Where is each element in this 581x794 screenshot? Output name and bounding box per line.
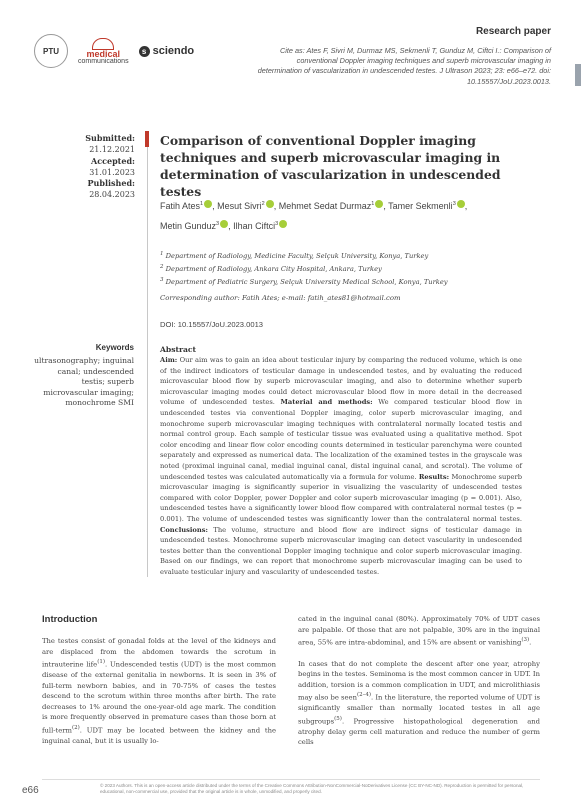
keywords-list: ultrasonography; inguinal canal; undescended testis; superb microvascular imaging; monochrome SMI <box>34 356 134 408</box>
submitted-date: 21.12.2021 <box>89 145 135 155</box>
affiliation-item: $^1$ Department of Radiology, Medicine Faculty, Selçuk University, Konya, Turkey <box>160 251 429 261</box>
accepted-label: Accepted: <box>91 155 135 166</box>
author-name[interactable]: Mehmet Sedat Durmaz <box>278 201 372 211</box>
footer-divider <box>42 779 540 780</box>
intro-column-left: The testes consist of gonadal folds at the level of the kidneys and are displaced from the abdomen towards the scrotum in intrauterine life$^{(1)}$. Undescended testis (UDT) is the most common disease of the external genitalia in newborns. It is seen in 3% of full-term newborn babies, and in 70-75% of cases the testes descend to the scrotum within three months after birth. The rate decreases to 1% around the one-year-old age mark. The condition is more frequently observed in premature cases than those born at full-term$^{(2)}$. UDT may be located between the kidney and the inguinal canal, but it is usually lo- <box>42 637 277 745</box>
affiliations <box>160 249 520 289</box>
abstract-heading: Abstract <box>160 345 197 354</box>
column-divider <box>147 147 148 577</box>
affiliation-item: $^3$ Department of Pediatric Surgery, Selçuk University Medical School, Konya, Turkey <box>160 277 448 287</box>
orcid-icon[interactable] <box>279 220 287 228</box>
article-title: Comparison of conventional Doppler imaging techniques and superb microvascular imaging in determination of vascularization in undescended testes <box>160 133 501 199</box>
title-accent-bar <box>145 131 149 147</box>
affiliation-item: $^2$ Department of Radiology, Ankara City Hospital, Ankara, Turkey <box>160 264 382 274</box>
orcid-icon[interactable] <box>266 200 274 208</box>
published-date: 28.04.2023 <box>89 190 135 200</box>
medical-logo-mark <box>92 38 114 50</box>
orcid-icon[interactable] <box>220 220 228 228</box>
paragraph: In cases that do not complete the descent after one year, atrophy begins in the testes. Seminoma is the most common cancer in UDT. In addition, torsion is a common complication in UDT, and microlithiasis may also be seen$^{(2-4)}$. In the literature, the reported volume of UDT is significantly smaller than normally located testes in all age subgroups$^{(5)}$. Progressive histopathological degeneration and atrophy delay germ cell maturation and reduce the number of germ cells <box>298 659 540 747</box>
introduction-heading: Introduction <box>42 614 98 625</box>
article-dates <box>35 133 135 201</box>
submitted-label: Submitted: <box>85 133 135 143</box>
accepted-date: 31.01.2023 <box>89 167 135 177</box>
publisher-logos <box>34 34 194 68</box>
author-name[interactable]: Ilhan Ciftci <box>233 220 276 231</box>
paragraph: cated in the inguinal canal (80%). Approximately 70% of UDT cases are palpable. Of those that are not palpable, 30% are in the inguinal area, 55% are intra-abdominal, and 15% are absent or vanishing$^{(3)}$. <box>298 615 540 647</box>
page-number: e66 <box>22 785 39 794</box>
author-name[interactable]: Mesut Sivri <box>217 201 262 211</box>
author-name[interactable]: Tamer Sekmenli <box>388 201 453 211</box>
article-type-label: Research paper <box>475 26 551 37</box>
intro-column-right <box>298 614 540 748</box>
sciendo-logo: s sciendo <box>139 45 195 57</box>
author-name[interactable]: Metin Gunduz <box>160 220 217 231</box>
orcid-icon[interactable] <box>204 200 212 208</box>
corresponding-author[interactable]: Corresponding author: Fatih Ates; e-mail: fatih_ates81@hotmail.com <box>160 294 401 302</box>
ptu-logo: PTU <box>34 34 68 68</box>
sciendo-mark-icon: s <box>139 46 150 57</box>
orcid-icon[interactable] <box>375 200 383 208</box>
published-label: Published: <box>87 178 135 189</box>
doi-link[interactable]: DOI: 10.15557/JoU.2023.0013 <box>160 320 264 329</box>
author-name[interactable]: Fatih Ates <box>160 201 201 211</box>
medical-communications-logo: medical communications <box>78 38 129 65</box>
license-text: © 2023 Authors. This is an open-access article distributed under the terms of the Creative Commons Attribution-NonCommercial-NoDerivatives License (CC BY-NC-ND). Reproduction is permitted for personal, educational, non-commercial use, provided that the original article is in whole, unmodified, and properly cited. <box>100 783 524 794</box>
abstract-body: Aim: Our aim was to gain an idea about testicular injury by comparing the reduced volume, which is one of the indirect indicators of testicular damage in undescended testes, and by evaluating the reduced microvascular blood flow by superb microvascular imaging, and also to determine whether superb microvascular imaging modes could detect microvascular blood flow in more detail in the decreased volume of undescended testes. Material and methods: We compared testicular blood flow in undescended testes via conventional Doppler imaging, color superb microvascular imaging, and monochrome superb microvascular imaging techniques with contralateral normally located testis and normal control group. Each sample of testicular tissue was evaluated using a qualitative method. Spot color encoding and linear flow color encoding counts determined in testicular parenchyma were counted separately and expressed as numerical data. The localization of the examined testes in the grayscale was noted (proximal inguinal canal, medial inguinal canal, distal inguinal canal, and scrotal). The volume of undescended testes was calculated automatically via a formula for volume. Results: Monochrome superb microvascular imaging is significantly superior in visualizing the vascularity of undescended testes compared with color Doppler, power Doppler and color superb microvascular imaging (p = 0.001). Also, undescended testes have a significantly lower blood flow compared with contralateral normal testes (p = 0.001). The volume of undescended testes was significantly lower than the contralateral normal testes. Conclusions: The volume, structure and blood flow are indirect signs of testicular damage in undescended testes. Monochrome superb microvascular imaging can detect vascularity in undescended testes better than the conventional Doppler imaging technique and color superb microvascular imaging. Based on our findings, we can report that monochrome superb microvascular imaging can be used to evaluate testicular injury and vascularity of undescended testes. <box>160 356 522 576</box>
orcid-icon[interactable] <box>457 200 465 208</box>
author-list: Fatih Ates$^1$ , Mesut Sivri$^2$ , Mehmet Sedat Durmaz$^1$ , Tamer Sekmenli$^3$ , Metin Gunduz$^3$ , Ilhan Ciftci$^3$ <box>160 201 468 231</box>
side-tab-marker <box>575 64 581 86</box>
keywords-heading: Keywords <box>95 343 134 352</box>
citation: Cite as: Ates F, Sivri M, Durmaz MS, Sekmenli T, Gunduz M, Ciftci I.: Comparison of conventional Doppler imaging techniques and superb microvascular imaging in determination of vascularization in undescended testes. J Ultrason 2023; 23: e66–e72. doi: 10.15557/JoU.2023.0013. <box>257 46 551 86</box>
